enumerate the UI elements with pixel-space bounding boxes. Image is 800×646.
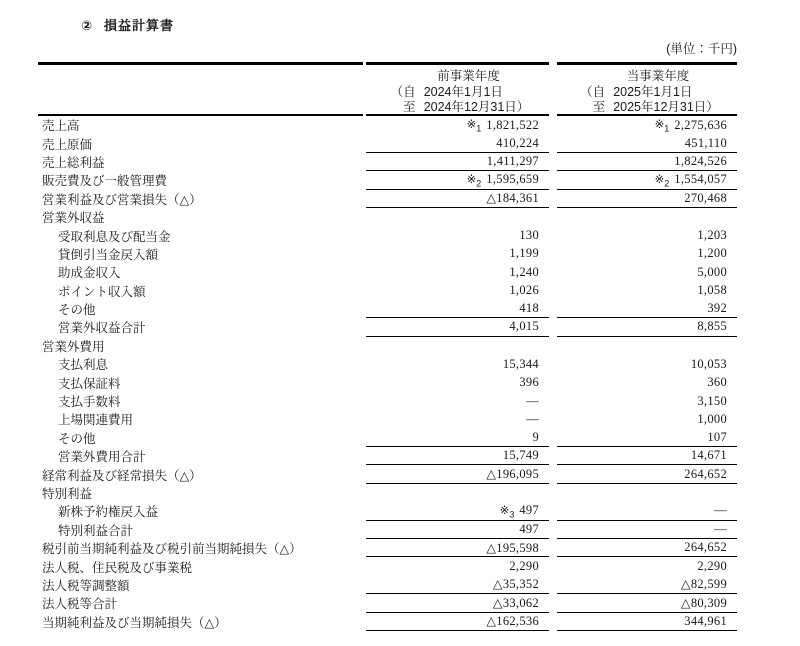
row-label-cell: [38, 410, 363, 428]
row-value-current-year: [557, 447, 737, 465]
row-value-current-year: [557, 190, 737, 208]
row-value-prior-year: [366, 226, 549, 244]
table-row: [38, 116, 737, 134]
row-label: 売上原価: [42, 137, 93, 152]
note-marker: $※_2$: [654, 173, 670, 189]
row-label: 営業外費用: [42, 339, 105, 354]
amount: —: [526, 393, 539, 408]
row-value-current-year: [557, 502, 737, 520]
row-value-prior-year: [366, 245, 549, 263]
table-row: [38, 613, 737, 631]
row-value-prior-year: [366, 465, 549, 483]
row-value-prior-year: [366, 355, 549, 373]
row-label-cell: [38, 116, 363, 134]
row-value-current-year: [557, 576, 737, 594]
period-header: [386, 65, 530, 114]
row-label-cell: [38, 153, 363, 171]
period-to-line: [386, 100, 530, 116]
amount: 130: [519, 228, 539, 243]
period-to-date: 2025年12月31日）: [613, 100, 719, 114]
row-value-prior-year: [366, 429, 549, 447]
row-value-prior-year: [366, 539, 549, 557]
amount: 8,855: [697, 319, 727, 334]
row-label-cell: [38, 245, 363, 263]
amount: 1,199: [509, 246, 539, 261]
row-label: 上場関連費用: [58, 413, 134, 428]
row-label: 営業外収益: [42, 211, 105, 226]
row-label: 営業外費用合計: [58, 450, 146, 465]
amount: △80,309: [680, 595, 727, 610]
amount: 15,344: [502, 356, 539, 371]
table-row: [38, 226, 737, 244]
amount: 1,554,057: [674, 172, 727, 187]
row-value-current-year: [557, 521, 737, 539]
row-value-prior-year: [366, 282, 549, 300]
amount: 497: [519, 521, 539, 536]
amount: △162,536: [486, 614, 539, 629]
row-value-current-year: [557, 594, 737, 612]
row-value-prior-year: [366, 576, 549, 594]
period-to-label: 至: [403, 100, 416, 114]
amount: 9: [532, 429, 539, 444]
table-body: [38, 116, 737, 631]
period-from-line: [386, 85, 530, 101]
table-row: [38, 594, 737, 612]
table-row: [38, 282, 737, 300]
table-row: [38, 190, 737, 208]
table-row: [38, 465, 737, 483]
row-label-cell: [38, 374, 363, 392]
row-value-current-year: [557, 245, 737, 263]
amount: 1,240: [509, 264, 539, 279]
amount: 451,110: [684, 135, 727, 150]
period-from-date: 2025年1月1日: [613, 84, 693, 99]
row-value-prior-year: [366, 521, 549, 539]
note-marker: $※_2$: [466, 173, 482, 189]
row-value-current-year: [557, 300, 737, 318]
row-label-cell: [38, 576, 363, 594]
row-label-cell: [38, 300, 363, 318]
row-value-prior-year: [366, 392, 549, 410]
amount: 1,203: [697, 228, 727, 243]
amount: 5,000: [697, 264, 727, 279]
row-value-prior-year: [366, 337, 549, 355]
row-label: 特別利益合計: [58, 523, 134, 538]
amount: 2,290: [509, 559, 539, 574]
table-header-row: [38, 62, 737, 116]
row-label-cell: [38, 502, 363, 520]
row-value-prior-year: [366, 410, 549, 428]
column-header-current-year: [557, 62, 737, 116]
amount: △33,062: [492, 595, 539, 610]
row-value-current-year: [557, 226, 737, 244]
row-label: 法人税等合計: [42, 597, 118, 612]
row-value-prior-year: [366, 116, 549, 134]
row-label-cell: [38, 135, 363, 153]
row-value-current-year: [557, 557, 737, 575]
amount: 3,150: [697, 393, 727, 408]
table-row: [38, 576, 737, 594]
row-value-prior-year: [366, 208, 549, 226]
row-label: その他: [58, 431, 96, 446]
unit-label: (単位：千円): [666, 42, 737, 56]
period-title: 前事業年度: [437, 69, 500, 83]
row-label-cell: [38, 484, 363, 502]
amount: 1,026: [509, 283, 539, 298]
row-value-current-year: [557, 392, 737, 410]
table-row: [38, 300, 737, 318]
row-value-current-year: [557, 263, 737, 281]
row-label: 販売費及び一般管理費: [42, 174, 168, 189]
row-label-cell: [38, 190, 363, 208]
row-value-prior-year: [366, 557, 549, 575]
amount: —: [714, 521, 727, 536]
row-label: 法人税、住民税及び事業税: [42, 560, 193, 575]
row-label-cell: [38, 208, 363, 226]
row-value-current-year: [557, 429, 737, 447]
table-row: [38, 171, 737, 189]
amount: 2,290: [697, 559, 727, 574]
row-value-prior-year: [366, 134, 549, 152]
row-value-current-year: [557, 613, 737, 631]
table-row: [38, 245, 737, 263]
row-value-current-year: [557, 539, 737, 557]
row-value-current-year: [557, 465, 737, 483]
period-from-label: （自: [390, 84, 416, 99]
amount: △195,598: [486, 540, 539, 555]
row-label: 支払手数料: [58, 395, 121, 410]
title-text: 損益計算書: [104, 18, 175, 33]
row-value-current-year: [557, 484, 737, 502]
row-value-current-year: [557, 318, 737, 336]
row-value-prior-year: [366, 171, 549, 189]
amount: 15,749: [502, 448, 539, 463]
table-row: [38, 355, 737, 373]
row-label: 営業外収益合計: [58, 321, 146, 336]
row-label: ポイント収入額: [58, 284, 146, 299]
amount: 497: [519, 503, 539, 518]
row-value-prior-year: [366, 300, 549, 318]
row-value-current-year: [557, 171, 737, 189]
row-value-prior-year: [366, 190, 549, 208]
amount: 410,224: [496, 135, 539, 150]
row-value-current-year: [557, 410, 737, 428]
amount: 396: [519, 375, 539, 390]
row-label-cell: [38, 355, 363, 373]
income-statement-table: [38, 62, 737, 631]
row-value-current-year: [557, 208, 737, 226]
page-title: [81, 15, 174, 34]
table-row: [38, 318, 737, 336]
amount: △196,095: [486, 467, 539, 482]
table-row: [38, 502, 737, 520]
row-value-current-year: [557, 337, 737, 355]
table-row: [38, 429, 737, 447]
amount: —: [714, 503, 727, 518]
amount: 1,824,526: [674, 153, 727, 168]
row-value-current-year: [557, 373, 737, 391]
row-label-cell: [38, 429, 363, 447]
row-value-prior-year: [366, 594, 549, 612]
row-label-cell: [38, 282, 363, 300]
amount: 14,671: [690, 448, 727, 463]
amount: 1,058: [697, 283, 727, 298]
row-label-cell: [38, 539, 363, 557]
amount: 10,053: [690, 356, 727, 371]
amount: 4,015: [509, 319, 539, 334]
row-label: 経常利益及び経常損失（△）: [42, 468, 202, 483]
amount: △35,352: [492, 577, 539, 592]
row-label-cell: [38, 447, 363, 465]
amount: 264,652: [684, 466, 727, 481]
row-label-cell: [38, 466, 363, 484]
row-value-current-year: [557, 134, 737, 152]
amount: 360: [707, 375, 727, 390]
amount: 107: [707, 429, 727, 444]
title-number: ②: [81, 18, 94, 33]
amount: 344,961: [684, 613, 727, 628]
row-label-cell: [38, 318, 363, 336]
table-row: [38, 337, 737, 355]
row-label: 特別利益: [42, 487, 93, 501]
row-label: 新株予約権戻入益: [58, 505, 159, 520]
amount: 2,275,636: [674, 117, 727, 132]
row-label: 受取利息及び配当金: [58, 229, 171, 244]
table-row: [38, 263, 737, 281]
period-to-date: 2024年12月31日）: [423, 100, 530, 114]
amount: 264,652: [684, 540, 727, 555]
row-label: 法人税等調整額: [42, 578, 130, 593]
header-label-cell: [38, 62, 363, 116]
table-row: [38, 373, 737, 391]
row-label: 貸倒引当金戻入額: [58, 247, 159, 262]
amount: 1,200: [697, 246, 727, 261]
period-header: [575, 65, 719, 114]
row-label-cell: [38, 521, 363, 539]
amount: —: [526, 411, 539, 426]
table-row: [38, 410, 737, 428]
table-row: [38, 447, 737, 465]
row-label-cell: [38, 613, 363, 631]
table-row: [38, 484, 737, 502]
row-value-prior-year: [366, 318, 549, 336]
row-value-current-year: [557, 282, 737, 300]
row-value-prior-year: [366, 484, 549, 502]
amount: 392: [707, 301, 727, 316]
period-to-line: [575, 100, 719, 116]
amount: 270,468: [684, 190, 727, 205]
row-value-current-year: [557, 355, 737, 373]
row-label: 税引前当期純利益及び税引前当期純損失（△）: [42, 542, 302, 557]
row-label: 売上総利益: [42, 155, 105, 170]
note-marker: $※_1$: [466, 119, 482, 134]
amount: 1,821,522: [486, 117, 539, 132]
row-label: その他: [58, 303, 96, 318]
row-value-prior-year: [366, 373, 549, 391]
column-header-prior-year: [366, 62, 549, 116]
row-value-prior-year: [366, 502, 549, 520]
row-label-cell: [38, 392, 363, 410]
amount: 1,595,659: [486, 172, 539, 187]
period-title: 当事業年度: [626, 69, 690, 83]
row-label-cell: [38, 558, 363, 576]
table-row: [38, 557, 737, 575]
period-to-label: 至: [592, 100, 606, 114]
row-label-cell: [38, 263, 363, 281]
row-value-prior-year: [366, 447, 549, 465]
amount: 418: [519, 301, 539, 316]
note-marker: $※_1$: [654, 119, 670, 134]
row-label-cell: [38, 171, 363, 189]
table-row: [38, 539, 737, 557]
table-row: [38, 134, 737, 152]
row-label: 支払利息: [58, 358, 109, 373]
table-row: [38, 208, 737, 226]
row-value-current-year: [557, 153, 737, 171]
table-row: [38, 521, 737, 539]
row-value-prior-year: [366, 613, 549, 631]
row-value-prior-year: [366, 153, 549, 171]
row-label: 売上高: [42, 119, 80, 134]
table-row: [38, 392, 737, 410]
period-from-line: [575, 85, 719, 101]
amount: △82,599: [680, 577, 727, 592]
row-value-current-year: [557, 116, 737, 134]
period-from-date: 2024年1月1日: [423, 84, 503, 99]
amount: 1,000: [697, 411, 727, 426]
row-label-cell: [38, 337, 363, 355]
table-row: [38, 153, 737, 171]
note-marker: $※_3$: [499, 504, 515, 520]
row-label: 支払保証料: [58, 376, 121, 391]
row-label-cell: [38, 594, 363, 612]
row-label: 助成金収入: [58, 266, 121, 281]
amount: 1,411,297: [486, 153, 539, 168]
period-from-label: （自: [580, 84, 606, 99]
row-label: 当期純利益及び当期純損失（△）: [42, 615, 227, 630]
row-label: 営業利益及び営業損失（△）: [42, 192, 202, 207]
row-value-prior-year: [366, 263, 549, 281]
row-label-cell: [38, 227, 363, 245]
amount: △184,361: [486, 191, 539, 206]
